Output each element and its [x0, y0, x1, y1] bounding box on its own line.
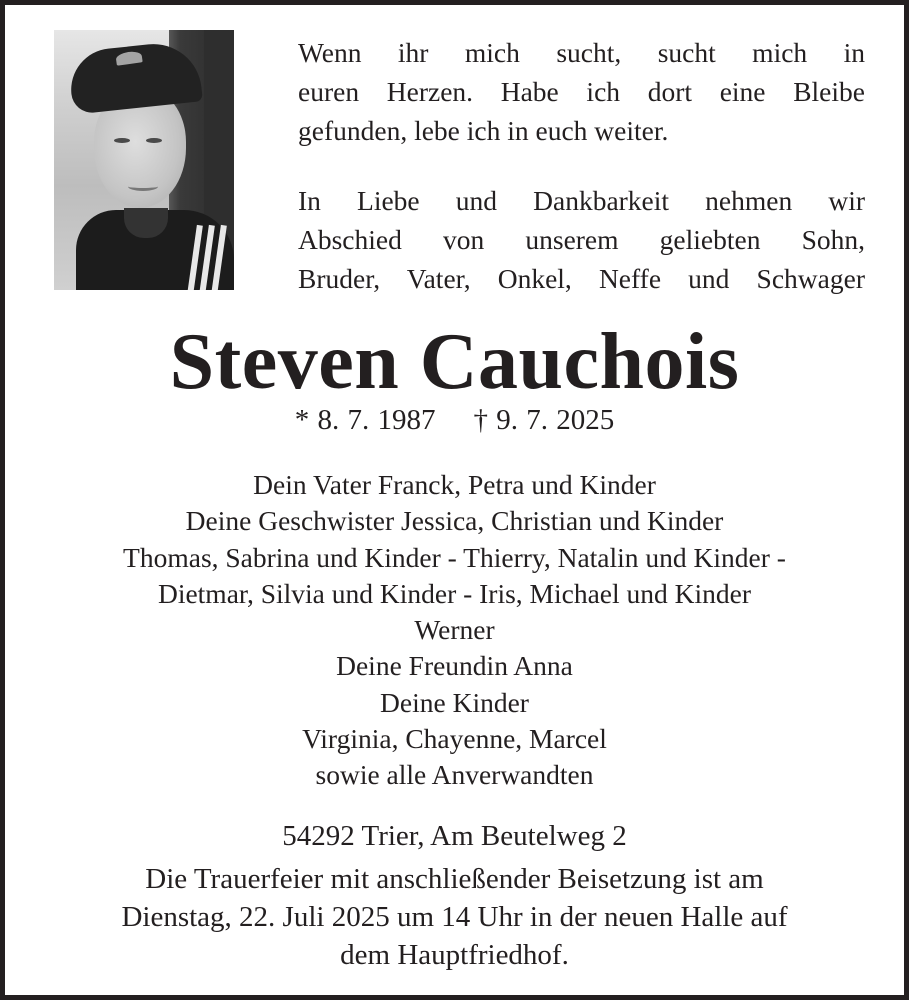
photo-mouth: [128, 182, 158, 191]
life-dates: [5, 400, 904, 440]
birth-date: * 8. 7. 1987: [294, 404, 436, 436]
service-line: Die Trauerfeier mit anschließender Beisetzung ist am: [145, 863, 764, 895]
quote-line: Wenn ihr mich sucht, sucht mich in: [298, 37, 865, 68]
farewell-line: Abschied von unserem geliebten Sohn,: [298, 224, 865, 255]
mourner-line: Dein Vater Franck, Petra und Kinder: [253, 469, 656, 500]
photo-eye: [146, 138, 162, 143]
mourner-line: sowie alle Anverwandten: [315, 759, 594, 791]
mourner-line: Dietmar, Silvia und Kinder - Iris, Michael und Kinder: [157, 577, 752, 609]
photo-eye: [114, 138, 130, 143]
mourner-line: Deine Geschwister Jessica, Christian und Kinder: [185, 505, 724, 537]
farewell-text: [298, 181, 865, 298]
family-address: 54292 Trier, Am Beutelweg 2: [282, 820, 627, 852]
service-line: dem Hauptfriedhof.: [340, 939, 569, 971]
funeral-service-info: [5, 860, 904, 974]
service-line: Dienstag, 22. Juli 2025 um 14 Uhr in der neuen Halle auf: [121, 901, 788, 933]
mourner-line: Thomas, Sabrina und Kinder - Thierry, Natalin und Kinder -: [123, 541, 786, 573]
mourners-list: [5, 467, 904, 794]
quote-line: euren Herzen. Habe ich dort eine Bleibe: [298, 76, 865, 107]
farewell-line: Bruder, Vater, Onkel, Neffe und Schwager: [298, 263, 865, 294]
mourner-line: Deine Freundin Anna: [336, 650, 573, 682]
mourner-line: Virginia, Chayenne, Marcel: [302, 723, 607, 755]
quote-line: gefunden, lebe ich in euch weiter.: [298, 115, 669, 146]
mourner-line: Werner: [414, 614, 495, 646]
mourner-line: Deine Kinder: [380, 686, 529, 718]
memorial-quote: [298, 33, 865, 150]
portrait-photo: [54, 30, 234, 290]
deceased-name: Steven Cauchois: [169, 318, 740, 406]
death-date: † 9. 7. 2025: [473, 404, 615, 436]
farewell-line: In Liebe und Dankbarkeit nehmen wir: [298, 185, 865, 216]
